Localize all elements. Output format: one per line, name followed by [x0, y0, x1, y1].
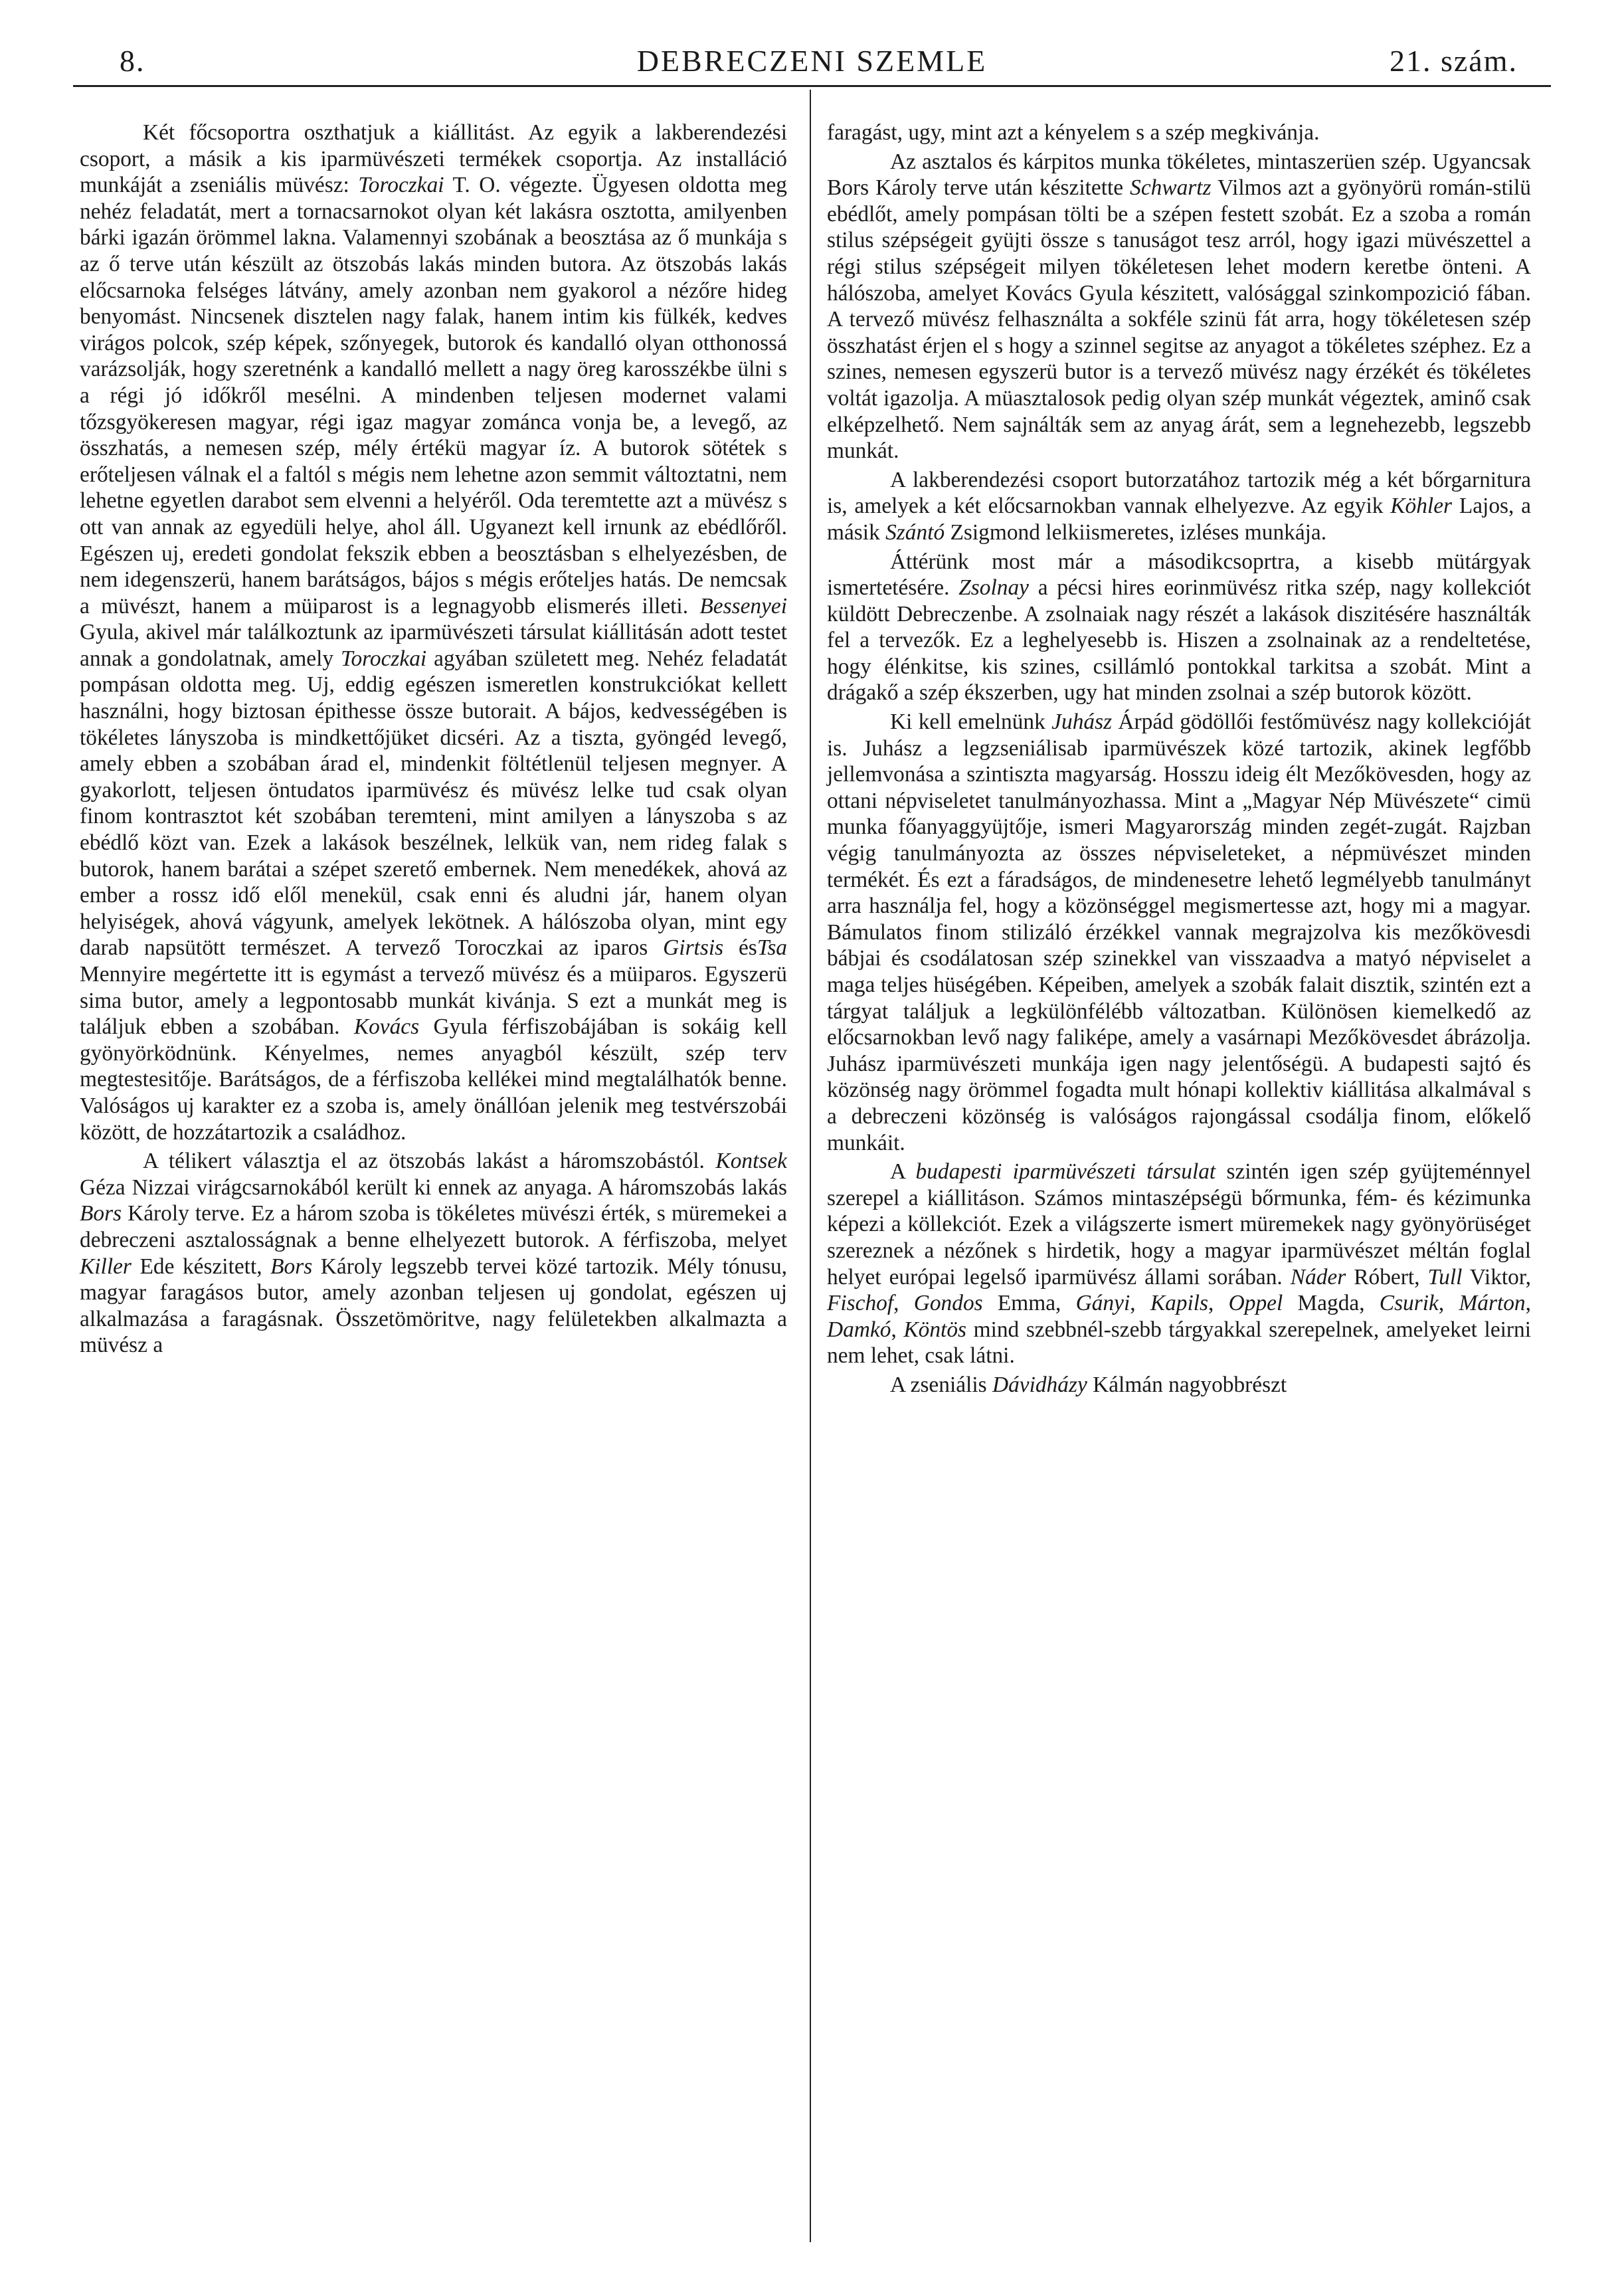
text-run: Károly legszebb tervei közé tartozik. Mély tónusu, magyar faragásos butor, amely azonban teljesen uj gondolat, egészen uj alkalmazása a faragásnak. Összetömöritve, nagy felületekben alkalmazta a müvész a	[80, 1254, 787, 1358]
text-run: Róbert,	[1346, 1264, 1428, 1289]
text-run: Károly terve. Ez a három szoba is tökéletes müvészi érték, s müremekei a debreczeni asztalosságnak a benne elhelyezett butorok. A férfiszoba, melyet	[80, 1201, 787, 1252]
text-run: mind szebbnél-szebb tárgyakkal szerepelnek, amelyeket leirni nem lehet, csak látni.	[827, 1317, 1532, 1369]
italic-name: Girtsis	[663, 935, 724, 961]
italic-name: Damkó	[827, 1317, 891, 1342]
text-run: Zsigmond lelkiismeretes, izléses munkája.	[945, 520, 1327, 545]
paragraph	[80, 1148, 787, 1359]
text-run: ,	[1130, 1291, 1150, 1316]
italic-name: Kapils	[1150, 1291, 1209, 1316]
italic-name: Bors	[80, 1201, 122, 1226]
italic-name: Schwartz	[1130, 175, 1212, 201]
text-run: A lakberendezési csoport butorzatához tartozik még a két bőrgarnitura is, amelyek a két előcsarnokban vannak elhelyezve. Az egyik	[827, 467, 1531, 519]
text-run: ,	[1208, 1291, 1229, 1316]
text-run: Vilmos azt a gyönyörü román-stilü ebédlőt, amely pompásan tölti be a szépen festett szobát. Ez a szoba a román stilus szépségeit gyüjti össze s tanuságot tesz arról, hogy igazi müvészettel a régi stilus szépségeit milyen tökéletesen lehet modern keretbe önteni. A hálószoba, amelyet Kovács Gyula készitett, valósággal szinkompozició fában. A tervező müvész felhasználta a sokféle szinü fát arra, hogy tökéletesen szép összhatást érjen el s hogy a szinnel segitse az anyagot a tökéletes széphez. Ez a szines, nemesen egyszerü butor is a tervező müvész nagy érzékét és tökéletes voltát igazolja. A müasztalosok pedig olyan szép munkát végeztek, aminő csak elképzelhető. Nem sajnálták sem az anyag árát, sem a legnehezebb, legszebb munkát.	[827, 175, 1531, 464]
text-run: Gyula férfiszobájában is sokáig kell gyönyörködnünk. Kényelmes, nemes anyagból készült, szép terv megtestesitője. Barátságos, de a férfiszoba kellékei mind megtalálhatók benne. Valóságos uj karakter ez a szoba is, amely önállóan jelenik meg testvérszobái között, de hozzátartozik a családhoz.	[80, 1014, 787, 1145]
text-run: A télikert választja el az ötszobás lakást a háromszobástól.	[143, 1149, 716, 1174]
text-run: ,	[893, 1291, 914, 1316]
italic-name: Kontsek	[715, 1149, 787, 1174]
italic-name: Juhász	[1051, 710, 1113, 735]
left-column	[80, 120, 787, 1359]
text-run: Kálmán nagyobbrészt	[1087, 1372, 1287, 1397]
text-run: Árpád gödöllői festőmüvész nagy kollekcióját is. Juhász a legzseniálisab iparmüvészek közé tartozik, akinek legfőbb jellemvonása a szintiszta magyarság. Hosszu ideig élt Mezőkövesden, hogy az ottani népviseletet tanulmányozhassa. Mint a „Magyar Nép Müvészete“ cimü munka főanyaggyüjtője, ismeri Magyarország minden zegét-zugát. Rajzban végig tanulmányozta az összes népviseleteket, a népmüvészet minden termékét. És ezt a fáradságos, de mindenesetre lehető legmélyebb tanulmányt arra használja fel, hogy a közönséggel megismertesse azt, hogy mi a magyar. Bámulatos finom stilizáló érzékkel vannak megrajzolva kis mezőkövesdi bábjai és csodálatosan szép szinekkel van visszaadva a matyó népviselet a maga teljes hüségében. Képeiben, amelyek a szobák falait disztik, szintén ezt a tárgyat találjuk a legkülönfélébb változatban. Különösen kiemelkedő az előcsarnokban levő nagy faliképe, amely a vasárnapi Mezőkövesdet ábrázolja. Juhász iparmüvészeti munkája igen nagy jelentőségü. A budapesti sajtó és közönség nagy örömmel fogadta mult hónapi kollektiv kiállitása alkalmával s a debreczeni közönség is valóságos rajongással csodálja finom, előkelő munkáit.	[827, 710, 1531, 1155]
italic-name: Oppel	[1228, 1291, 1283, 1316]
italic-name: Szántó	[885, 520, 945, 545]
italic-name: Bors	[270, 1254, 313, 1279]
italic-name: Toroczkai	[340, 646, 427, 671]
text-run: Emma,	[982, 1291, 1076, 1316]
header-rule	[73, 85, 1551, 87]
italic-name: Márton	[1459, 1291, 1526, 1316]
text-run: Géza Nizzai virágcsarnokából került ki ennek az anyaga. A háromszobás lakás	[80, 1175, 787, 1200]
issue-number: 21. szám.	[1389, 44, 1518, 78]
text-run: szintén igen szép gyüjteménnyel szerepel a kiállitáson. Számos mintaszépségü bőrmunka, fém- és kézimunka képezi a köllekciót. Ezek a világszerte ismert müremekek nagy gyönyörüséget szereznek a nézőnek s hirdetik, hogy a magyar iparmüvészet méltán foglal helyet európai legelső iparmüvész állami sorában.	[827, 1159, 1531, 1289]
text-run: faragást, ugy, mint azt a kényelem s a szép megkivánja.	[827, 120, 1320, 145]
text-run: Áttérünk most már a másodikcsoprtra, a kisebb mütárgyak ismertetésére.	[827, 549, 1531, 601]
italic-name: budapesti iparmüvészeti társulat	[915, 1159, 1216, 1185]
page-number: 8.	[120, 44, 145, 78]
paragraph	[827, 709, 1531, 1156]
text-run: Lajos, a másik	[827, 494, 1532, 545]
text-run: Ki kell emelnünk	[890, 710, 1052, 735]
italic-name: Gondos	[913, 1291, 983, 1316]
italic-name: Csurik	[1379, 1291, 1439, 1316]
column-divider	[810, 90, 811, 2242]
italic-name: Köntös	[903, 1317, 967, 1342]
italic-name: Zsolnay	[958, 575, 1029, 601]
paragraph	[80, 120, 787, 1145]
text-run: A	[890, 1159, 916, 1185]
text-run: Viktor,	[1462, 1264, 1531, 1289]
text-run: Ede készitett,	[131, 1254, 271, 1279]
text-run: agyában született meg. Nehéz feladatát pompásan oldotta meg. Uj, eddig egészen ismeretlen konstrukciókat kellett használni, hogy biztosan épithesse össze butorait. A bájos, kedvességében is tökéletes lányszoba is mindkettőjüket dicséri. Az a tiszta, gyöngéd levegő, amely ebben a szobában árad el, mindenkit föltétlenül teljesen megnyer. A gyakorlott, teljesen öntudatos iparmüvész és müvész lelke tud csak olyan finom kontrasztot két szobában teremteni, mint amilyen a lányszoba s az ebédlő közt van. Ezek a lakások beszélnek, lelkük van, nem rideg falak s butorok, hanem barátai a szépet szerető embernek. Nem menedékek, ahová az ember a rossz idő elől menekül, csak enni és aludni jár, hanem olyan helyiségek, ahová vágyunk, amelyek lekötnek. A hálószoba olyan, mint egy darab napsütött természet. A tervező Toroczkai az iparos	[80, 646, 787, 961]
paragraph	[827, 1372, 1531, 1398]
text-run: Az asztalos és kárpitos munka tökéletes, mintaszerüen szép. Ugyancsak Bors Károly terve után készitette	[827, 149, 1531, 201]
italic-name: Tull	[1427, 1264, 1463, 1289]
italic-name: Köhler	[1390, 494, 1453, 519]
paragraph	[827, 467, 1531, 546]
text-run: Gyula, akivel már találkoztunk az iparmüvészeti társulat kiállitásán adott testet annak a gondolatnak, amely	[80, 620, 787, 671]
italic-name: Kovács	[353, 1014, 420, 1040]
italic-name: Tsa	[757, 935, 788, 961]
journal-title: DEBRECZENI SZEMLE	[636, 44, 988, 78]
italic-name: Náder	[1290, 1264, 1346, 1289]
text-run: és	[723, 935, 757, 961]
italic-name: Bessenyei	[699, 593, 787, 619]
italic-name: Gányi	[1075, 1291, 1130, 1316]
paragraph	[827, 549, 1531, 707]
text-run: a pécsi hires eorinmüvész ritka szép, nagy kollekciót küldött Debreczenbe. A zsolnaiak nagy részét a lakások diszitésére használták fel a tervezők. Ez a leghelyesebb is. Hiszen a zsolnainak az a rendeltetése, hogy élénkitse, kis szines, csillámló pontokkal tarkitsa a szobát. Mint a drágakő a szép ékszerben, ugy hat minden zsolnai a szép butorok között.	[827, 575, 1532, 706]
italic-name: Toroczkai	[358, 173, 444, 198]
italic-name: Dávidházy	[992, 1372, 1087, 1397]
text-run: Magda,	[1283, 1291, 1380, 1316]
text-run: Mennyire megértette itt is egymást a tervező müvész és a müiparos. Egyszerü sima butor, amely a legpontosabb munkát kivánja. S ezt a munkát meg is találjuk ebben a szobában.	[80, 962, 787, 1040]
text-run: ,	[891, 1317, 904, 1342]
paragraph	[827, 149, 1531, 464]
text-run: ,	[1438, 1291, 1459, 1316]
right-column	[827, 120, 1531, 1398]
text-run: Két főcsoportra oszthatjuk a kiállitást. Az egyik a lakberendezési csoport, a másik a kis iparmüvészeti termékek csoportja. Az installáció munkáját a zseniális müvész:	[80, 120, 787, 198]
italic-name: Killer	[80, 1254, 132, 1279]
page-header	[73, 37, 1551, 83]
italic-name: Fischof	[827, 1291, 894, 1316]
text-run: T. O. végezte. Ügyesen oldotta meg nehéz feladatát, mert a tornacsarnokot olyan két lakásra osztotta, amilyenben bárki igazán örömmel lakna. Valamennyi szobának a beosztása az ő munkája s az ő terve után készült az ötszobás lakás minden butora. Az ötszobás lakás előcsarnoka felséges látvány, amely azonban nem gyakorol a nézőre hideg benyomást. Nincsenek disztelen nagy falak, hanem intim kis fülkék, kedves virágos polcok, szép képek, szőnyegek, butorok és kandalló olyan otthonossá varázsolják, hogy szeretnénk a kandalló mellett a nagy öreg karosszékbe ülni s a régi jó időkről mesélni. A mindenben teljesen modernet valami tőzsgyökeresen magyar, régi igaz magyar zománca vonja be, a levegő, az összhatás, a nemesen szép, mély értékü magyar íz. A butorok sötétek s erőteljesen válnak el a faltól s mégis nem lehetne azon semmit változtatni, nem lehetne egyetlen darabot sem elvenni a helyéről. Oda teremtette azt a müvész s ott van annak az egyedüli helye, ahol áll. Ugyanezt kell irnunk az ebédlőről. Egészen uj, eredeti gondolat fekszik ebben a beosztásban s elhelyezésben, de nem idegenszerü, hanem barátságos, bájos s mégis erőteljes hatás. De nemcsak a müvészt, hanem a müiparost is a legnagyobb elismerés illeti.	[80, 173, 787, 619]
paragraph	[827, 120, 1531, 146]
paragraph	[827, 1159, 1531, 1369]
text-run: ,	[1525, 1291, 1531, 1316]
text-run: A zseniális	[890, 1372, 992, 1397]
